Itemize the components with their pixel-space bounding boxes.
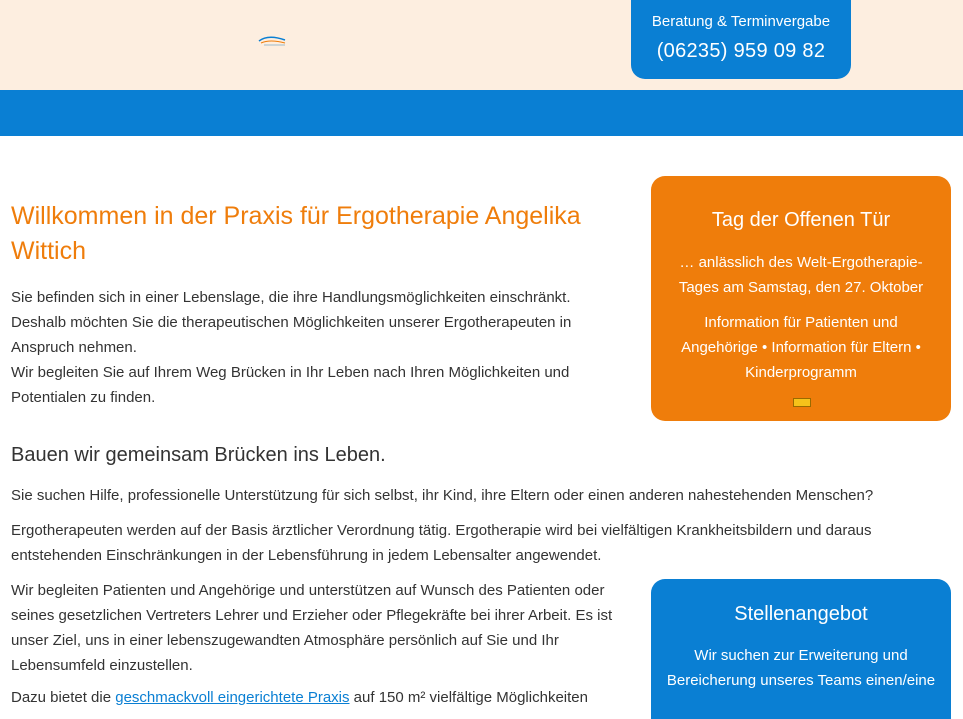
open-day-info: Information für Patienten und Angehörige • Information für Eltern • Kinderprogramm xyxy=(681,314,921,381)
paragraph-practice xyxy=(11,685,621,710)
paragraph-support: Wir begleiten Patienten und Angehörige und unterstützen auf Wunsch des Patienten oder seines gesetzlichen Vertreters Lehrer und Erzieher oder Pflegekräfte bei ihrer Arbeit. Es ist unser Ziel, uns in einer lebenszugewandten Atmosphäre persönlich auf Sie und Ihr Lebensumfeld einzustellen. xyxy=(11,582,613,674)
job-offer-text: Wir suchen zur Erweiterung und Bereicherung unseres Teams einen/eine xyxy=(666,647,936,689)
paragraph-help: Sie suchen Hilfe, professionelle Unterstützung für sich selbst, ihr Kind, ihre Eltern oder einen anderen nahestehenden Menschen? xyxy=(11,487,874,504)
intro-line-1: Sie befinden sich in einer Lebenslage, die ihre Handlungsmöglichkeiten einschränkt. xyxy=(11,289,571,306)
site-header xyxy=(0,0,963,90)
page-title: Willkommen in der Praxis für Ergotherapie Angelika Wittich xyxy=(11,202,581,265)
practice-text-suffix: auf 150 m² vielfältige Möglichkeiten xyxy=(349,689,588,706)
practice-text-prefix: Dazu bietet die xyxy=(11,689,116,706)
flyer-thumbnail-icon[interactable] xyxy=(793,398,811,407)
open-day-subtitle: … anlässlich des Welt-Ergotherapie-Tages am Samstag, den 27. Oktober xyxy=(678,254,924,296)
intro-line-3: Wir begleiten Sie auf Ihrem Weg Brücken in Ihr Leben nach Ihren Möglichkeiten und Potentialen zu finden. xyxy=(11,364,570,406)
intro-text xyxy=(11,285,611,410)
job-offer-title: Stellenangebot xyxy=(734,603,868,625)
contact-label: Beratung & Terminvergabe xyxy=(651,13,831,30)
wave-logo-icon[interactable] xyxy=(258,33,286,47)
main-navigation-bar xyxy=(0,90,963,136)
practice-link[interactable]: geschmackvoll eingerichtete Praxis xyxy=(115,689,350,706)
open-day-box xyxy=(651,176,951,421)
contact-box[interactable] xyxy=(631,0,851,79)
job-offer-box xyxy=(651,579,951,719)
contact-phone[interactable]: (06235) 959 09 82 xyxy=(656,40,826,62)
open-day-title: Tag der Offenen Tür xyxy=(711,209,891,231)
section-heading: Bauen wir gemeinsam Brücken ins Leben. xyxy=(11,444,386,466)
intro-line-2: Deshalb möchten Sie die therapeutischen Möglichkeiten unserer Ergotherapeuten in Anspruch nehmen. xyxy=(11,314,572,356)
paragraph-ergotherapy: Ergotherapeuten werden auf der Basis ärztlicher Verordnung tätig. Ergotherapie wird bei vielfältigen Krankheitsbildern und daraus entstehenden Einschränkungen in der Lebensführung in jedem Lebensalter angewendet. xyxy=(11,522,872,564)
